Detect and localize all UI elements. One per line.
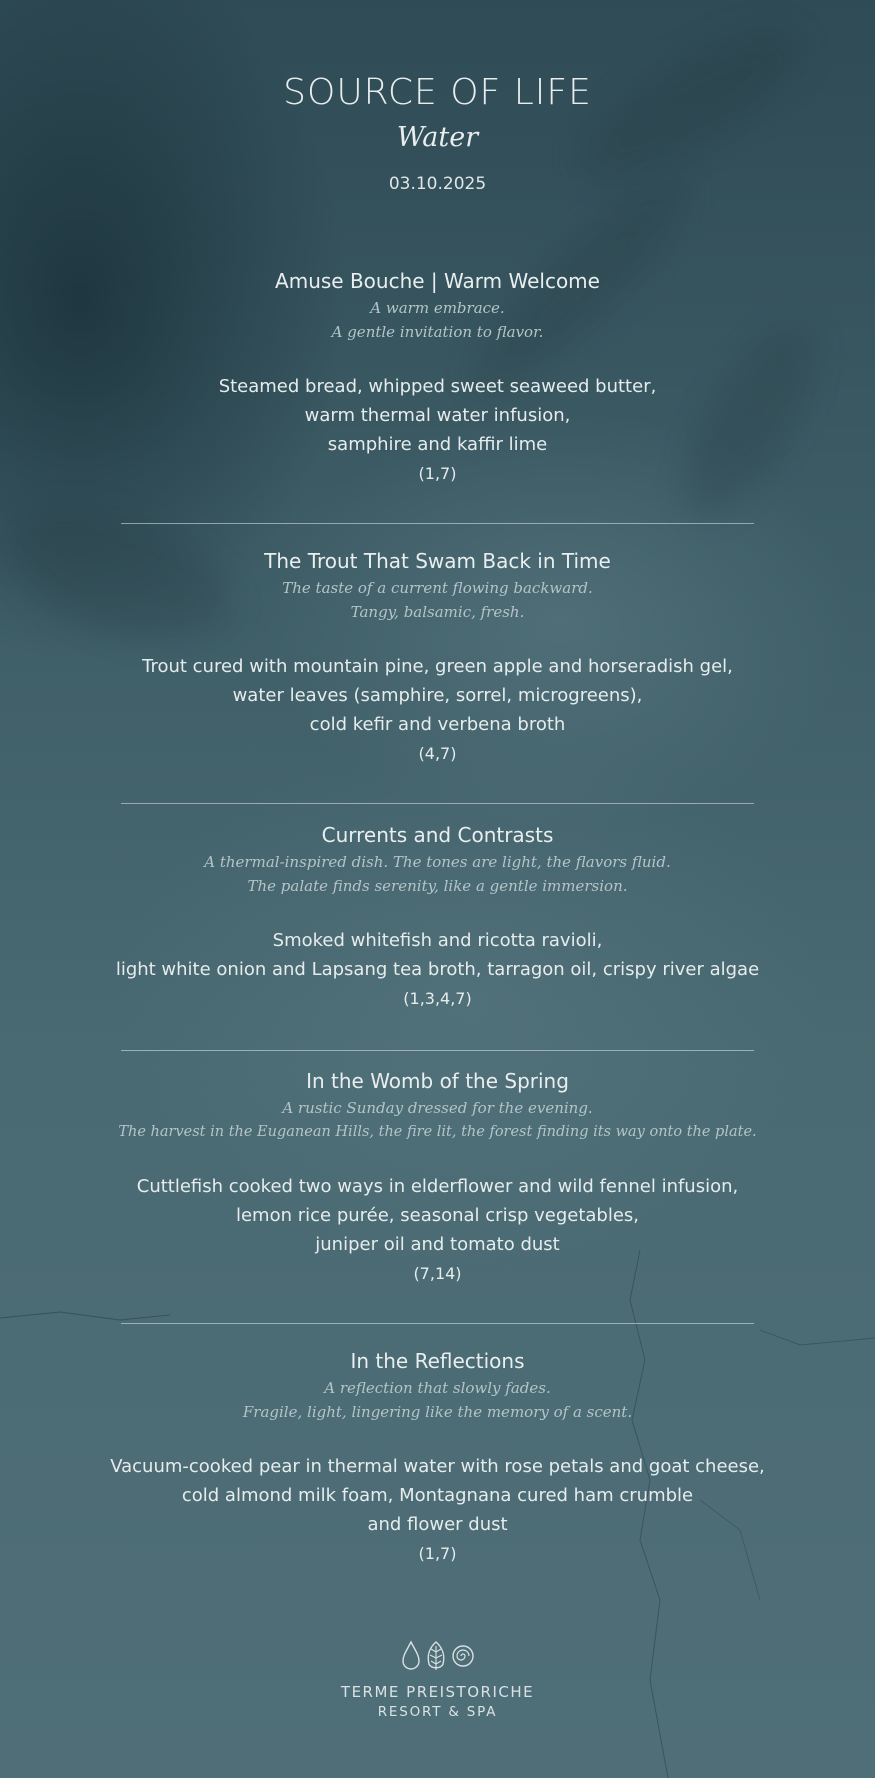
course-description: A warm embrace. A gentle invitation to flavor. xyxy=(331,299,544,341)
course-title: Amuse Bouche | Warm Welcome xyxy=(275,269,600,293)
course-allergens: (1,7) xyxy=(418,1544,457,1563)
logo-name: TERME PREISTORICHE xyxy=(340,1683,535,1701)
spiral-icon xyxy=(451,1640,475,1672)
course-title: The Trout That Swam Back in Time xyxy=(264,549,611,573)
course-description: The taste of a current flowing backward. Tangy, balsamic, fresh. xyxy=(282,579,593,621)
menu-subtitle: Water xyxy=(396,122,479,153)
divider xyxy=(121,523,754,524)
course-dish: Vacuum-cooked pear in thermal water with rose petals and goat cheese, cold almond milk foam, Montagnana cured ham crumble and flower dust xyxy=(110,1456,765,1535)
course-allergens: (7,14) xyxy=(413,1264,462,1283)
course-4 xyxy=(0,1066,875,1288)
course-2 xyxy=(0,546,875,768)
course-5 xyxy=(0,1346,875,1568)
water-drop-icon xyxy=(401,1640,421,1672)
course-description: A thermal-inspired dish. The tones are light, the flavors fluid. The palate finds serenity, like a gentle immersion. xyxy=(204,853,671,895)
course-allergens: (1,3,4,7) xyxy=(403,989,472,1008)
course-allergens: (1,7) xyxy=(418,464,457,483)
course-description: A reflection that slowly fades. Fragile, light, lingering like the memory of a scent. xyxy=(242,1379,633,1421)
leaf-icon xyxy=(425,1640,447,1672)
logo-tagline: RESORT & SPA xyxy=(377,1704,498,1720)
resort-logo xyxy=(0,1640,875,1722)
menu-title: SOURCE OF LIFE xyxy=(283,72,592,113)
course-title: In the Reflections xyxy=(350,1349,525,1373)
course-dish: Smoked whitefish and ricotta ravioli, light white onion and Lapsang tea broth, tarragon oil, crispy river algae xyxy=(115,930,760,980)
course-3 xyxy=(0,820,875,1013)
divider xyxy=(121,1323,754,1324)
menu-date: 03.10.2025 xyxy=(388,174,487,194)
course-1 xyxy=(0,266,875,488)
menu-header xyxy=(0,70,875,196)
logo-icons xyxy=(0,1640,875,1676)
divider xyxy=(121,1050,754,1051)
course-dish: Cuttlefish cooked two ways in elderflower and wild fennel infusion, lemon rice purée, seasonal crisp vegetables, juniper oil and tomato dust xyxy=(136,1176,739,1255)
course-description: A rustic Sunday dressed for the evening. The harvest in the Euganean Hills, the fire lit, the forest finding its way onto the plate. xyxy=(118,1099,757,1140)
divider xyxy=(121,803,754,804)
course-title: Currents and Contrasts xyxy=(321,823,554,847)
course-title: In the Womb of the Spring xyxy=(306,1069,569,1093)
course-allergens: (4,7) xyxy=(418,744,457,763)
course-dish: Trout cured with mountain pine, green apple and horseradish gel, water leaves (samphire, sorrel, microgreens), cold kefir and verbena broth xyxy=(142,656,733,735)
course-dish: Steamed bread, whipped sweet seaweed butter, warm thermal water infusion, samphire and kaffir lime xyxy=(218,376,657,455)
